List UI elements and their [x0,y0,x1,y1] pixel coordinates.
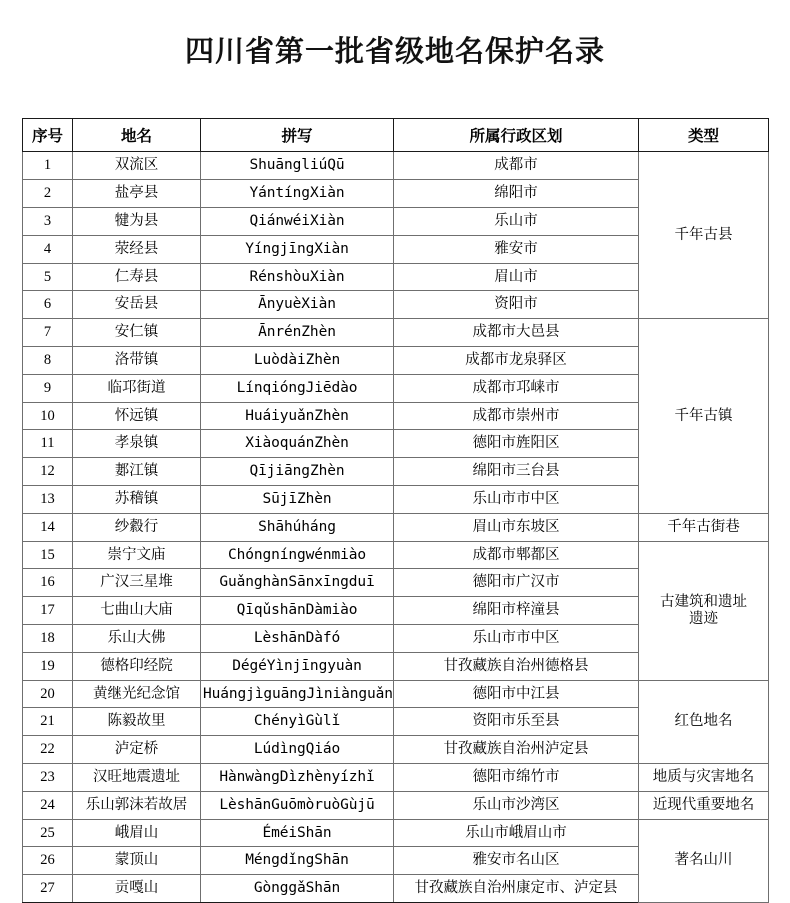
column-header-region: 所属行政区划 [394,119,639,152]
cell-pinyin: YíngjīngXiàn [201,235,394,263]
cell-region: 德阳市旌阳区 [394,430,639,458]
cell-region: 雅安市 [394,235,639,263]
cell-index: 12 [23,458,73,486]
cell-type: 千年古街巷 [639,513,769,541]
column-header-pinyin: 拼写 [201,119,394,152]
cell-region: 成都市龙泉驿区 [394,347,639,375]
cell-type: 近现代重要地名 [639,791,769,819]
cell-index: 26 [23,847,73,875]
cell-region: 资阳市 [394,291,639,319]
table-row [23,680,769,708]
cell-name: 苏稽镇 [73,485,201,513]
cell-name: 孝泉镇 [73,430,201,458]
cell-index: 9 [23,374,73,402]
cell-index: 22 [23,736,73,764]
cell-region: 甘孜藏族自治州泸定县 [394,736,639,764]
cell-pinyin: HuáiyuǎnZhèn [201,402,394,430]
cell-region: 乐山市市中区 [394,485,639,513]
cell-name: 洛带镇 [73,347,201,375]
cell-type: 地质与灾害地名 [639,763,769,791]
page-title: 四川省第一批省级地名保护名录 [184,36,605,69]
cell-index: 24 [23,791,73,819]
cell-type: 千年古县 [639,152,769,319]
cell-region: 德阳市广汉市 [394,569,639,597]
cell-index: 17 [23,597,73,625]
cell-region: 眉山市东坡区 [394,513,639,541]
table-row [23,541,769,569]
cell-name: 贡嘎山 [73,875,201,903]
cell-index: 5 [23,263,73,291]
cell-name: 乐山大佛 [73,624,201,652]
cell-pinyin: QījiāngZhèn [201,458,394,486]
cell-index: 20 [23,680,73,708]
cell-name: 仁寿县 [73,263,201,291]
cell-region: 甘孜藏族自治州康定市、泸定县 [394,875,639,903]
cell-region: 乐山市 [394,208,639,236]
table-row [23,513,769,541]
cell-region: 成都市崇州市 [394,402,639,430]
cell-index: 21 [23,708,73,736]
cell-type: 著名山川 [639,819,769,902]
cell-pinyin: LuòdàiZhèn [201,347,394,375]
cell-region: 成都市邛崃市 [394,374,639,402]
cell-index: 18 [23,624,73,652]
cell-index: 19 [23,652,73,680]
table-row [23,152,769,180]
table-row [23,791,769,819]
cell-name: 临邛街道 [73,374,201,402]
table-row [23,763,769,791]
cell-index: 23 [23,763,73,791]
cell-index: 4 [23,235,73,263]
cell-pinyin: MéngdǐngShān [201,847,394,875]
cell-name: 德格印经院 [73,652,201,680]
cell-pinyin: Shāhúháng [201,513,394,541]
cell-index: 8 [23,347,73,375]
cell-pinyin: RénshòuXiàn [201,263,394,291]
cell-region: 绵阳市梓潼县 [394,597,639,625]
cell-region: 眉山市 [394,263,639,291]
column-header-name: 地名 [73,119,201,152]
cell-region: 成都市郫都区 [394,541,639,569]
cell-name: 崇宁文庙 [73,541,201,569]
cell-name: 双流区 [73,152,201,180]
cell-pinyin: ShuāngliúQū [201,152,394,180]
cell-name: 怀远镇 [73,402,201,430]
cell-index: 16 [23,569,73,597]
cell-pinyin: HànwàngDìzhènyízhǐ [201,763,394,791]
cell-pinyin: XiàoquánZhèn [201,430,394,458]
cell-region: 绵阳市 [394,180,639,208]
cell-region: 成都市 [394,152,639,180]
cell-index: 14 [23,513,73,541]
cell-name: 乐山郭沫若故居 [73,791,201,819]
cell-pinyin: ChényìGùlǐ [201,708,394,736]
table-row [23,819,769,847]
cell-pinyin: GuǎnghànSānxīngduī [201,569,394,597]
namelist-table-container [22,118,768,903]
cell-index: 7 [23,319,73,347]
cell-index: 27 [23,875,73,903]
cell-pinyin: LúdìngQiáo [201,736,394,764]
cell-index: 2 [23,180,73,208]
cell-region: 乐山市沙湾区 [394,791,639,819]
cell-region: 德阳市中江县 [394,680,639,708]
cell-index: 3 [23,208,73,236]
cell-name: 安岳县 [73,291,201,319]
cell-name: 荥经县 [73,235,201,263]
cell-region: 雅安市名山区 [394,847,639,875]
cell-type: 千年古镇 [639,319,769,514]
cell-region: 乐山市市中区 [394,624,639,652]
cell-index: 11 [23,430,73,458]
cell-name: 泸定桥 [73,736,201,764]
cell-region: 绵阳市三台县 [394,458,639,486]
table-row [23,319,769,347]
cell-name: 峨眉山 [73,819,201,847]
table-header [23,119,769,152]
cell-type: 红色地名 [639,680,769,763]
cell-pinyin: LèshānGuōmòruòGùjū [201,791,394,819]
cell-pinyin: GònggǎShān [201,875,394,903]
cell-name: 黄继光纪念馆 [73,680,201,708]
cell-name: 安仁镇 [73,319,201,347]
cell-name: 蒙顶山 [73,847,201,875]
cell-pinyin: ÉméiShān [201,819,394,847]
cell-index: 13 [23,485,73,513]
table-header-row [23,119,769,152]
cell-pinyin: SūjīZhèn [201,485,394,513]
cell-name: 郪江镇 [73,458,201,486]
cell-index: 15 [23,541,73,569]
cell-pinyin: LèshānDàfó [201,624,394,652]
column-header-index: 序号 [23,119,73,152]
cell-pinyin: HuángjìguāngJìniànguǎn [201,680,394,708]
cell-region: 成都市大邑县 [394,319,639,347]
cell-index: 1 [23,152,73,180]
cell-pinyin: Chóngníngwénmiào [201,541,394,569]
cell-type: 古建筑和遗址 遗迹 [639,541,769,680]
cell-pinyin: QiánwéiXiàn [201,208,394,236]
cell-pinyin: LínqióngJiēdào [201,374,394,402]
cell-name: 汉旺地震遗址 [73,763,201,791]
table-body [23,152,769,903]
cell-index: 25 [23,819,73,847]
cell-name: 广汉三星堆 [73,569,201,597]
cell-pinyin: DégéYìnjīngyuàn [201,652,394,680]
cell-region: 资阳市乐至县 [394,708,639,736]
document-page [0,19,790,897]
cell-index: 10 [23,402,73,430]
column-header-type: 类型 [639,119,769,152]
cell-pinyin: QīqǔshānDàmiào [201,597,394,625]
cell-region: 乐山市峨眉山市 [394,819,639,847]
namelist-table [22,118,769,903]
cell-name: 盐亭县 [73,180,201,208]
cell-name: 七曲山大庙 [73,597,201,625]
cell-region: 德阳市绵竹市 [394,763,639,791]
cell-pinyin: YántíngXiàn [201,180,394,208]
cell-index: 6 [23,291,73,319]
cell-pinyin: ĀnrénZhèn [201,319,394,347]
cell-name: 犍为县 [73,208,201,236]
cell-region: 甘孜藏族自治州德格县 [394,652,639,680]
cell-name: 陈毅故里 [73,708,201,736]
cell-name: 纱縠行 [73,513,201,541]
cell-pinyin: ĀnyuèXiàn [201,291,394,319]
